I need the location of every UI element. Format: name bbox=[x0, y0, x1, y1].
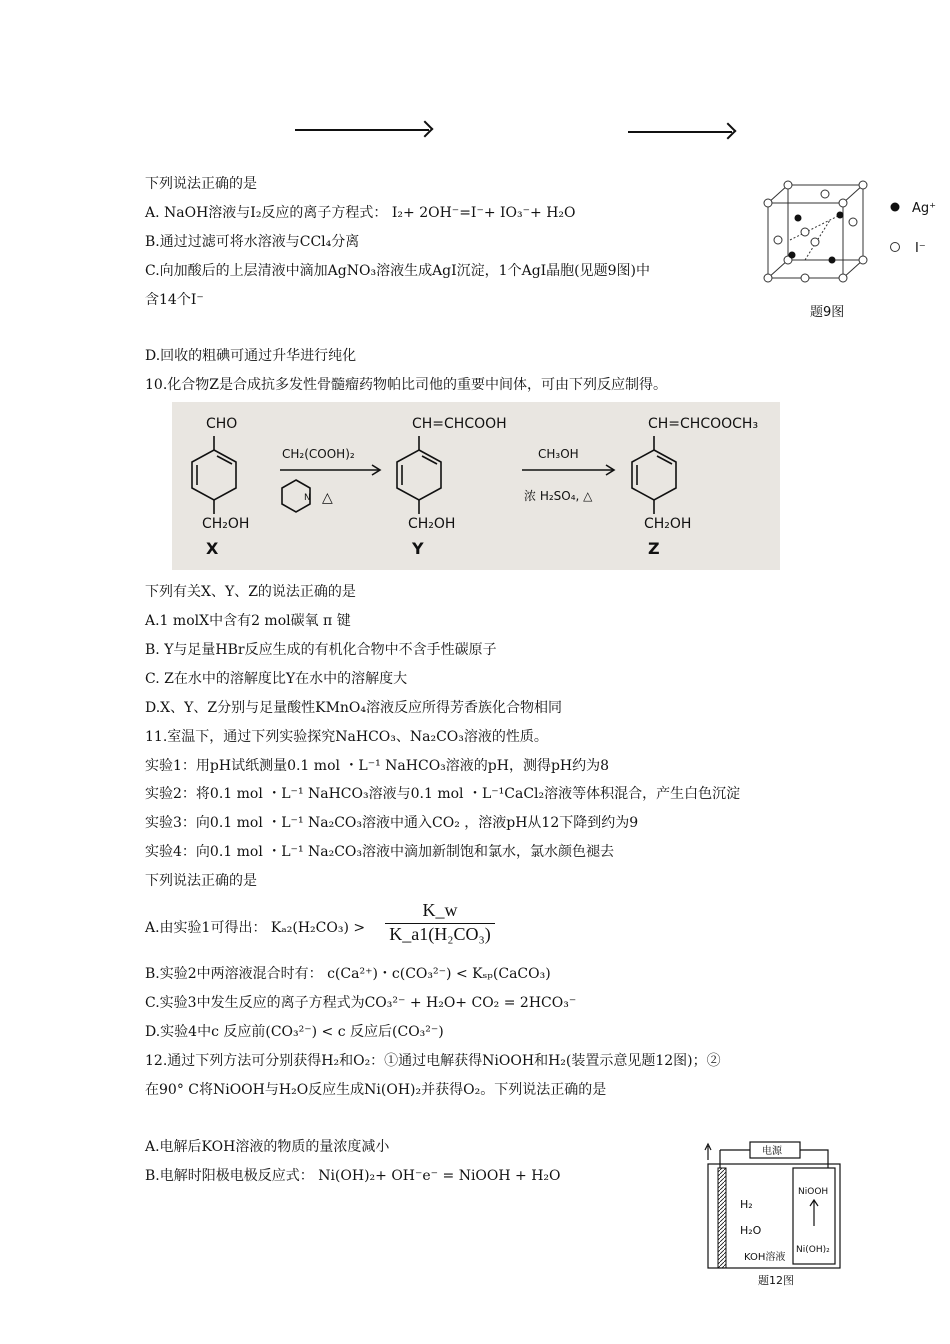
q11-exp2: 实验2：将0.1 mol ・L⁻¹ NaHCO₃溶液与0.1 mol ・L⁻¹CaCl₂溶液等体积混合，产生白色沉淀 bbox=[145, 786, 741, 802]
q9-option-b: B.通过过滤可将水溶液与CCl₄分离 bbox=[145, 234, 360, 250]
koh-label: KOH溶液 bbox=[744, 1252, 786, 1263]
q11-option-a: A.由实验1可得出： Kₐ₂(H₂CO₃) > bbox=[145, 920, 366, 936]
legend-ag: Ag⁺ bbox=[912, 201, 937, 216]
q12-option-a: A.电解后KOH溶液的物质的量浓度减小 bbox=[145, 1139, 390, 1155]
fraction-numerator: K_w bbox=[385, 900, 495, 924]
q9-option-d: D.回收的粗碘可通过升华进行纯化 bbox=[145, 348, 357, 364]
q11-exp4: 实验4：向0.1 mol ・L⁻¹ Na₂CO₃溶液中滴加新制饱和氯水，氯水颜色褪去 bbox=[145, 844, 615, 860]
h2o-label: H₂O bbox=[740, 1224, 762, 1237]
z-top: CH=CHCOOCH₃ bbox=[648, 416, 759, 432]
reaction-scheme-panel bbox=[172, 402, 780, 570]
q11-exp3: 实验3：向0.1 mol ・L⁻¹ Na₂CO₃溶液中通入CO₂ ，溶液pH从12下降到约为9 bbox=[145, 815, 639, 831]
pyridine-n: N bbox=[304, 493, 311, 503]
q9-prompt: 下列说法正确的是 bbox=[145, 176, 257, 192]
q9-option-a: A. NaOH溶液与I₂反应的离子方程式： I₂+ 2OH⁻=I⁻+ IO₃⁻+ H₂O bbox=[145, 205, 576, 221]
q12-stem-line1: 12.通过下列方法可分别获得H₂和O₂：①通过电解获得NiOOH和H₂(装置示意见题12图)；② bbox=[145, 1053, 721, 1069]
q11-stem: 11.室温下，通过下列实验探究NaHCO₃、Na₂CO₃溶液的性质。 bbox=[145, 729, 548, 745]
flow-arrow-2 bbox=[628, 131, 732, 133]
heat-symbol: △ bbox=[322, 490, 333, 506]
z-label: Z bbox=[648, 539, 660, 558]
q11-prompt: 下列说法正确的是 bbox=[145, 873, 257, 889]
h2-label: H₂ bbox=[740, 1198, 753, 1211]
q10-stem: 10.化合物Z是合成抗多发性骨髓瘤药物帕比司他的重要中间体，可由下列反应制得。 bbox=[145, 377, 667, 393]
x-label: X bbox=[206, 539, 219, 558]
figure12-caption: 题12图 bbox=[758, 1274, 794, 1287]
electrolysis-cell-figure bbox=[700, 1138, 845, 1288]
q10-prompt: 下列有关X、Y、Z的说法正确的是 bbox=[145, 584, 356, 600]
figure9-caption: 题9图 bbox=[810, 305, 845, 320]
q9-option-c-line1: C.向加酸后的上层清液中滴加AgNO₃溶液生成AgI沉淀，1个AgI晶胞(见题9图)中 bbox=[145, 263, 651, 279]
q11-option-c: C.实验3中发生反应的离子方程式为CO₃²⁻ + H₂O+ CO₂ = 2HCO₃⁻ bbox=[145, 995, 577, 1011]
q10-option-a: A.1 molX中含有2 mol碳氧 π 键 bbox=[145, 613, 351, 629]
q12-option-b: B.电解时阳极电极反应式： Ni(OH)₂+ OH⁻e⁻ = NiOOH + H₂O bbox=[145, 1168, 561, 1184]
q10-option-d: D.X、Y、Z分别与足量酸性KMnO₄溶液反应所得芳香族化合物相同 bbox=[145, 700, 563, 716]
q12-stem-line2: 在90° C将NiOOH与H₂O反应生成Ni(OH)₂并获得O₂。下列说法正确的是 bbox=[145, 1082, 607, 1098]
power-label: 电源 bbox=[762, 1146, 782, 1157]
reaction-scheme bbox=[172, 402, 780, 570]
q10-option-b: B. Y与足量HBr反应生成的有机化合物中不含手性碳原子 bbox=[145, 642, 497, 658]
x-bottom: CH₂OH bbox=[202, 516, 250, 532]
reagent2-top: CH₃OH bbox=[538, 447, 579, 461]
kw-fraction bbox=[385, 900, 495, 945]
flow-arrow-1 bbox=[295, 129, 429, 131]
reagent1: CH₂(COOH)₂ bbox=[282, 447, 355, 461]
q11-option-d: D.实验4中c 反应前(CO₃²⁻) < c 反应后(CO₃²⁻) bbox=[145, 1024, 444, 1040]
fraction-denominator: K_a1(H₂CO₃) bbox=[389, 924, 491, 944]
y-top: CH=CHCOOH bbox=[412, 416, 507, 432]
q9-option-c-line2: 含14个I⁻ bbox=[145, 292, 204, 308]
nioh2-label: Ni(OH)₂ bbox=[796, 1245, 830, 1255]
niooh-label: NiOOH bbox=[798, 1187, 829, 1197]
legend-i: I⁻ bbox=[915, 241, 926, 256]
reagent2-bottom: 浓 H₂SO₄, △ bbox=[524, 489, 593, 503]
q11-option-b: B.实验2中两溶液混合时有： c(Ca²⁺)・c(CO₃²⁻) < Kₛₚ(CaCO₃) bbox=[145, 966, 551, 982]
q11-exp1: 实验1：用pH试纸测量0.1 mol ・L⁻¹ NaHCO₃溶液的pH，测得pH约为8 bbox=[145, 758, 610, 774]
y-label: Y bbox=[412, 539, 424, 558]
x-top: CHO bbox=[206, 416, 238, 432]
agi-unit-cell-figure bbox=[760, 180, 945, 325]
z-bottom: CH₂OH bbox=[644, 516, 692, 532]
y-bottom: CH₂OH bbox=[408, 516, 456, 532]
q10-option-c: C. Z在水中的溶解度比Y在水中的溶解度大 bbox=[145, 671, 408, 687]
